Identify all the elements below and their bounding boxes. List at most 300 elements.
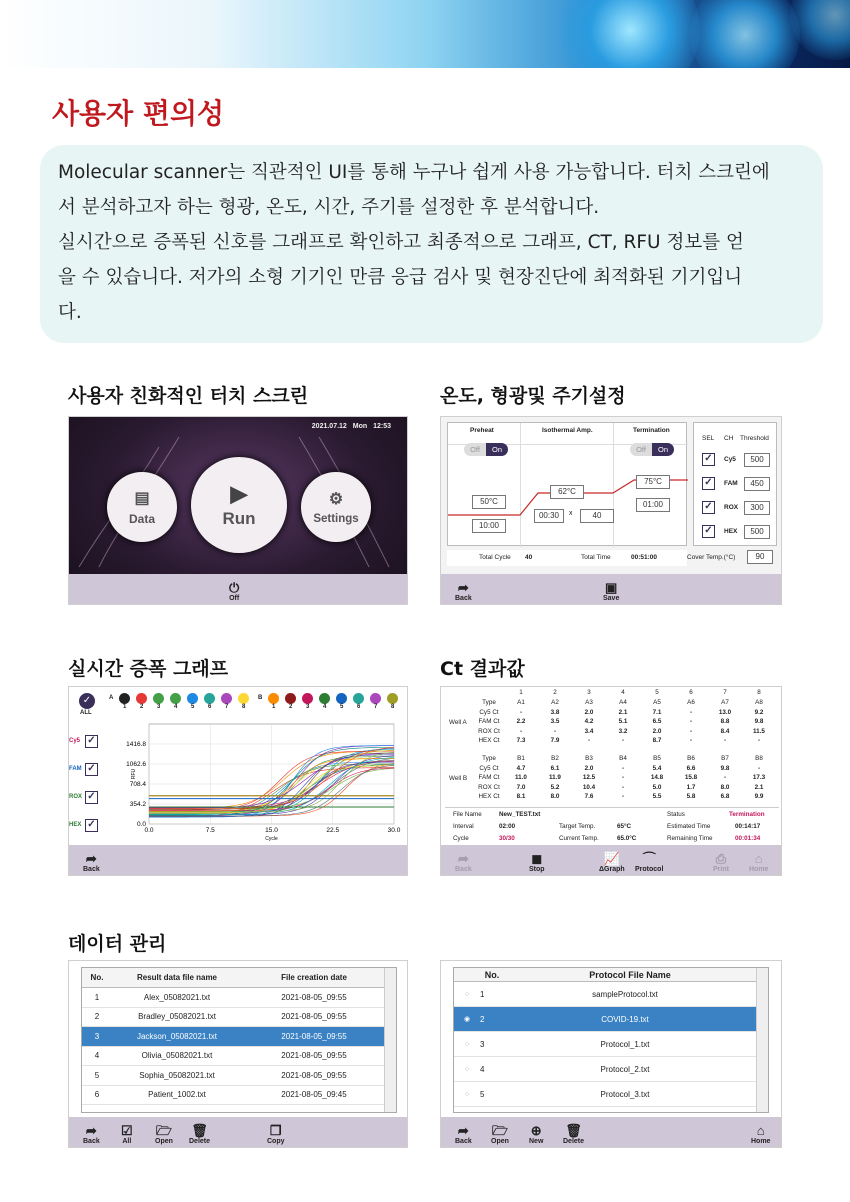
back-arrow-icon: ➦ [85,851,97,866]
well-a-toggle-icon[interactable] [153,693,164,704]
cover-temp-input[interactable]: 90 [747,550,773,564]
intro-line: 을 수 있습니다. 저가의 소형 기기인 만큼 응급 검사 및 현장진단에 최적화된 기기입니 [58,267,743,288]
ct-cell: 5.2 [550,783,560,791]
ct-cell: - [689,718,693,725]
table-row[interactable] [82,1066,386,1086]
status-value: Termination [729,811,765,818]
protocol-file-name: Protocol_2.txt [600,1064,650,1074]
well-b-toggle-icon[interactable] [370,693,381,704]
ct-cell: 9.8 [754,718,764,725]
ct-cell: - [723,737,727,744]
save-button[interactable] [603,581,619,602]
y-axis-label: RFU [131,768,137,780]
well-b-toggle-icon[interactable] [268,693,279,704]
ct-cell: 14.8 [650,774,664,781]
row-number: 1 [94,992,100,1002]
current-temp-label: Current Temp. [559,835,599,842]
ct-cell: 15.8 [684,774,698,781]
ct-cell: 8.7 [652,737,662,744]
term-temp[interactable]: 75°C [636,475,670,489]
remaining-time-value: 00:01:34 [735,835,761,842]
column-number: 3 [587,689,591,696]
ct-cell: 8.0 [720,783,730,791]
row-number: 5 [480,1089,485,1099]
threshold-header: Threshold [740,435,769,442]
back-button[interactable] [83,1124,100,1145]
protocol-nav-bar [441,574,781,604]
row-number: 5 [94,1070,100,1080]
save-label: Save [603,595,620,602]
delete-label: Delete [189,1138,211,1145]
ct-cell: B7 [721,755,729,762]
ct-cell: - [621,764,625,772]
iso-temp[interactable]: 62°C [550,485,584,499]
document-icon: ▤ [134,490,150,507]
ct-cell: A3 [585,699,593,706]
ct-cell: - [553,727,557,735]
ct-cell: B1 [517,755,525,762]
hex-label: HEX [69,822,82,828]
protocol-button[interactable] [635,852,663,873]
ct-cell: 5.0 [652,783,662,791]
well-b-label: B [258,695,263,701]
total-cycle-value: 40 [525,554,533,561]
row-label: Type [482,699,496,706]
well-a-toggle-icon[interactable] [136,693,147,704]
row-label: Cy5 Ct [479,708,499,716]
ct-cell: - [621,793,625,800]
status-label: Status [667,811,685,818]
protocol-file-name: COVID-19.txt [601,1014,649,1024]
term-label: Termination [633,427,670,434]
total-time-label: Total Time [581,554,611,561]
hex-checkbox[interactable]: ✓ [85,819,98,832]
current-temp-value: 65.0°C [617,835,637,842]
well-b-number: 7 [374,704,378,710]
ct-cell: - [757,737,761,744]
radio-button[interactable]: ○ [464,1090,470,1098]
ct-cell: 2.0 [584,764,594,772]
ct-cell: 9.8 [720,764,730,772]
new-label: New [529,1138,544,1145]
folder-icon: 🗁 [155,1123,172,1138]
home-button[interactable] [749,852,768,873]
table-row[interactable] [454,1082,758,1107]
column-number: 2 [553,689,557,696]
table-row[interactable] [82,1008,386,1028]
delete-button[interactable] [189,1124,210,1145]
preheat-time[interactable]: 10:00 [472,519,506,533]
well-a-toggle-icon[interactable] [119,693,130,704]
creation-date: 2021-08-05_09:45 [281,1090,347,1100]
well-a-toggle-icon[interactable] [187,693,198,704]
preheat-label: Preheat [470,427,494,434]
delete-button[interactable] [563,1124,584,1145]
column-number: 7 [723,689,727,696]
ct-cell: 13.0 [718,708,732,716]
total-time-value: 00:51:00 [631,554,658,561]
graph-icon: 📈 [603,851,620,866]
target-temp-value: 65°C [617,823,632,830]
data-label: Data [128,512,155,526]
ct-cell: 3.8 [550,708,560,716]
well-a-label: A [109,695,114,701]
ct-cell: - [757,764,761,772]
protocol-label: Protocol [635,866,664,873]
ct-cell: 5.4 [652,764,662,772]
row-label: ROX Ct [478,783,500,791]
protocol-file-table [453,967,769,1113]
table-row[interactable] [82,1086,386,1106]
radio-button[interactable]: ○ [464,990,470,998]
ct-cell: A7 [721,699,729,706]
threshold-input[interactable]: 500 [744,453,770,467]
folder-icon: 🗁 [491,1123,508,1138]
delta-graph-label: ΔGraph [599,866,625,873]
total-cycle-label: Total Cycle [479,554,511,561]
ct-cell: 5.1 [618,718,628,725]
back-arrow-icon: ➦ [457,580,469,595]
x-tick-label: 7.5 [205,827,215,834]
ct-cell: A5 [653,699,661,706]
amplification-chart [109,720,404,845]
row-number: 3 [94,1031,100,1041]
well-b-number: 6 [357,704,361,710]
rox-checkbox[interactable]: ✓ [85,791,98,804]
settings-label: Settings [313,513,359,525]
table-row[interactable] [454,982,758,1007]
toggle-off: Off [630,443,652,456]
ct-cell: - [723,774,727,781]
well-b-toggle-icon[interactable] [353,693,364,704]
back-button[interactable] [455,581,472,602]
x-axis-label: Cycle [265,836,278,842]
ct-cell: 6.8 [720,793,730,800]
ct-cell: 7.0 [516,783,526,791]
ct-cell: - [689,708,693,716]
well-a-number: 8 [242,704,246,710]
well-b-number: 5 [340,704,344,710]
y-tick-label: 354.2 [129,800,146,808]
power-icon: ⏻ [229,580,240,595]
copy-button[interactable] [267,1124,285,1145]
select-all-icon[interactable]: ✓ [79,693,95,709]
ct-result-screen [440,686,782,876]
home-button[interactable] [751,1124,770,1145]
ct-cell: 8.8 [720,718,730,725]
run-label: Run [222,509,256,528]
well-b-number: 1 [272,704,276,710]
printer-icon: ⎙ [715,851,727,866]
rox-label: ROX [69,794,83,800]
row-number: 1 [480,989,485,999]
file-name-label: File Name [453,811,482,818]
copy-icon: ❐ [269,1123,282,1138]
header-no: No. [484,969,500,980]
ct-cell: A4 [619,699,627,706]
preheat-temp[interactable]: 50°C [472,495,506,509]
stop-icon: ◼ [531,851,543,866]
ct-cell: B2 [551,755,559,762]
intro-line: Molecular scanner는 직관적인 UI를 통해 누구나 쉽게 사용 가능합니다. 터치 스크린에 [58,162,770,183]
well-a-toggle-icon[interactable] [170,693,181,704]
intro-line: 서 분석하고자 하는 형광, 온도, 시간, 주기를 설정한 후 분석합니다. [58,197,600,218]
ct-cell: - [689,727,693,735]
stop-button[interactable] [529,852,545,873]
file-name: Olivia_05082021.txt [141,1051,213,1061]
channel-checkbox[interactable]: ✓ [702,525,715,538]
fam-checkbox[interactable]: ✓ [85,763,98,776]
protocol-wave-icon: ⌒ [642,851,656,866]
ct-cell: 3.4 [584,727,594,735]
cy5-label: Cy5 [69,738,81,744]
print-label: Print [713,866,729,873]
column-number: 5 [655,689,659,696]
well-a-toggle-icon[interactable] [204,693,215,704]
ct-cell: 11.0 [515,774,527,781]
temperature-profile [447,422,687,546]
back-button[interactable] [455,852,472,873]
row-number: 3 [480,1039,485,1049]
home-nav-bar [69,574,407,604]
ct-cell: - [621,774,625,781]
interval-label: Interval [453,823,474,830]
well-a-number: 6 [208,704,212,710]
ct-cell: 2.1 [618,708,628,716]
home-icon: ⌂ [756,1123,765,1138]
back-label: Back [83,866,100,873]
column-number: 6 [689,689,693,696]
creation-date: 2021-08-05_09:55 [281,1031,347,1041]
y-tick-label: 1062.6 [126,760,146,768]
ct-cell: 4.2 [584,718,594,725]
channel-name: HEX [724,528,738,535]
well-b-toggle-icon[interactable] [336,693,347,704]
back-button[interactable] [83,852,100,873]
open-button[interactable] [155,1124,173,1145]
row-label: Cy5 Ct [479,764,499,772]
well-label: Well A [449,719,467,726]
copy-label: Copy [267,1138,285,1145]
ct-cell: 2.1 [754,783,764,791]
header-name: Result data file name [136,972,218,982]
section-title-settings: 온도, 형광및 주기설정 [440,385,626,407]
protocol-file-name: Protocol_1.txt [600,1039,650,1049]
creation-date: 2021-08-05_09:55 [281,992,347,1002]
table-header [454,968,758,982]
ct-cell: - [621,737,625,744]
data-button[interactable] [107,472,177,542]
well-a-number: 4 [174,704,178,710]
ct-cell: 7.3 [516,737,526,744]
intro-line: 실시간으로 증폭된 신호를 그래프로 확인하고 최종적으로 그래프, CT, RFU 정보를 얻 [58,232,744,253]
multiply-sign: x [569,510,573,517]
column-number: 8 [757,689,761,696]
well-a-number: 7 [225,704,229,710]
well-a-number: 2 [140,704,144,710]
ct-cell: 9.2 [754,708,764,716]
ct-cell: 6.1 [550,764,560,772]
toggle-on: On [652,443,674,456]
threshold-input[interactable]: 450 [744,477,770,491]
table-row[interactable] [82,1027,386,1047]
row-number: 6 [94,1090,100,1100]
section-title-data: 데이터 관리 [68,933,167,955]
back-label: Back [455,866,472,873]
ch-header: CH [724,435,734,442]
back-arrow-icon: ➦ [85,1123,97,1138]
toggle-on: On [486,443,508,456]
ct-cell: - [689,737,693,744]
term-time[interactable]: 01:00 [636,498,670,512]
scrollbar[interactable] [384,968,396,1112]
ct-cell: B3 [585,755,593,762]
y-tick-label: 0.0 [136,821,146,828]
iso-time[interactable]: 00:30 [534,509,564,523]
datetime: 2021.07.12 Mon 12:53 [311,423,391,430]
result-files-screen [68,960,408,1148]
well-a-number: 3 [157,704,161,710]
checkbox-icon: ☑ [121,1123,133,1138]
channel-checkbox[interactable]: ✓ [702,477,715,490]
ct-cell: - [621,783,625,791]
select-all-button[interactable] [121,1124,133,1145]
ct-cell: 9.9 [754,793,764,800]
header-date: File creation date [281,972,347,982]
cover-temp [687,550,777,566]
print-button[interactable] [713,852,729,873]
section-title-touch: 사용자 친화적인 터치 스크린 [68,385,309,407]
row-label: HEX Ct [478,737,500,744]
table-row[interactable] [454,1057,758,1082]
y-tick-label: 708.4 [129,780,146,788]
ct-cell: B8 [755,755,763,762]
file-name: Patient_1002.txt [148,1090,206,1100]
fam-label: FAM [69,766,82,772]
play-icon: ▶ [230,481,248,506]
channel-checkbox[interactable]: ✓ [702,501,715,514]
plus-circle-icon: ⊕ [530,1123,542,1138]
table-row[interactable] [454,1032,758,1057]
row-label: FAM Ct [478,718,500,725]
protocol-settings-screen [440,416,782,605]
well-b-toggle-icon[interactable] [319,693,330,704]
new-button[interactable] [529,1124,543,1145]
well-a-number: 1 [123,704,127,710]
file-name: Bradley_05082021.txt [138,1012,216,1022]
channel-checkbox[interactable]: ✓ [702,453,715,466]
result-file-table [81,967,397,1113]
row-label: HEX Ct [478,793,500,800]
ct-cell: B6 [687,755,695,762]
ct-cell: 7.6 [584,793,594,800]
channel-name: Cy5 [724,456,736,463]
delete-label: Delete [563,1138,585,1145]
creation-date: 2021-08-05_09:55 [281,1070,347,1080]
ct-cell: 17.3 [752,774,766,781]
back-arrow-icon: ➦ [457,1123,469,1138]
ct-cell: 2.0 [652,727,662,735]
channel-table [693,422,777,546]
protocol-files-screen [440,960,782,1148]
well-b-toggle-icon[interactable] [285,693,296,704]
settings-button[interactable] [301,472,371,542]
amplification-graph-screen [68,686,408,876]
iso-cycles[interactable]: 40 [580,509,614,523]
ct-cell: 4.7 [516,764,526,772]
channel-name: FAM [724,480,738,487]
ct-cell: A6 [687,699,695,706]
well-b-toggle-icon[interactable] [302,693,313,704]
threshold-input[interactable]: 300 [744,501,770,515]
header-banner [0,0,850,68]
header-name: Protocol File Name [589,969,671,980]
well-b-number: 4 [323,704,327,710]
well-b-toggle-icon[interactable] [387,693,398,704]
section-title-graph: 실시간 증폭 그래프 [68,658,229,680]
row-number: 4 [480,1064,485,1074]
table-header [82,968,386,988]
row-label: Type [482,755,496,762]
cycle-label: Cycle [453,835,469,842]
protocol-file-name: sampleProtocol.txt [592,989,658,999]
open-label: Open [155,1138,173,1145]
row-number: 4 [94,1051,100,1061]
open-label: Open [491,1138,509,1145]
ct-cell: - [587,737,591,744]
row-number: 2 [94,1012,100,1022]
table-row[interactable] [454,1007,758,1032]
target-temp-label: Target Temp. [559,823,596,830]
well-a-toggle-icon[interactable] [238,693,249,704]
column-number: 1 [519,689,523,696]
back-button[interactable] [455,1124,472,1145]
x-tick-label: 30.0 [387,827,401,834]
column-number: 4 [621,689,625,696]
radio-button[interactable]: ○ [464,1065,470,1073]
ct-cell: 2.0 [584,708,594,716]
radio-button[interactable]: ◉ [463,1016,471,1023]
ct-cell: 8.1 [516,793,526,800]
ct-cell: 3.2 [618,727,628,735]
well-a-toggle-icon[interactable] [221,693,232,704]
well-b-number: 8 [391,704,395,710]
cycle-value: 30/30 [499,835,515,842]
row-label: ROX Ct [478,727,500,735]
delta-graph-button[interactable] [599,852,625,873]
table-row[interactable] [82,1047,386,1067]
x-tick-label: 0.0 [144,827,154,834]
ct-cell: 7.9 [550,737,560,744]
ct-cell: 8.0 [550,793,560,800]
threshold-input[interactable]: 500 [744,525,770,539]
ct-cell: 8.4 [720,727,730,735]
table-row[interactable] [82,988,386,1008]
all-label: All [122,1138,132,1145]
power-off-button[interactable] [229,581,239,602]
open-button[interactable] [491,1124,509,1145]
scrollbar[interactable] [756,968,768,1112]
run-button[interactable] [191,457,287,553]
y-tick-label: 1416.8 [126,740,146,748]
ct-cell: 11.9 [549,774,561,781]
cy5-checkbox[interactable]: ✓ [85,735,98,748]
save-icon: ▣ [605,580,618,595]
remaining-time-label: Remaining Time [667,835,713,842]
ct-nav-bar [441,845,781,875]
radio-button[interactable]: ○ [464,1040,470,1048]
x-tick-label: 22.5 [326,827,340,834]
